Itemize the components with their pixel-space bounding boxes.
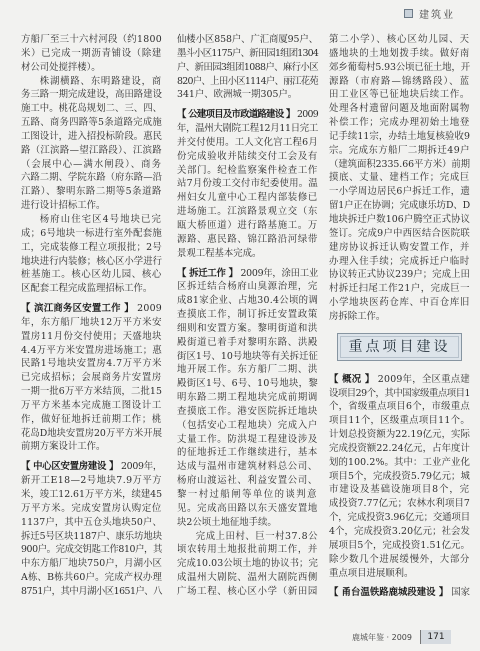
- text-line: [21, 255, 162, 269]
- text-line: [21, 75, 162, 89]
- line-text: 341户、欧洲城一期305户。: [177, 89, 298, 101]
- line-text: 田工业区等已征地块后续工作。: [329, 89, 470, 101]
- text-line: [21, 241, 162, 255]
- line-text: 完成上田村、巨一村37.8公: [195, 530, 318, 542]
- text-line: [21, 330, 162, 344]
- line-text: 一期一批6万平方米结顶，二批15: [21, 386, 162, 398]
- line-text: 盛地块的土地划拨手续。做好南: [329, 47, 470, 59]
- line-text: 作，做好征地拆迁前期工作；桃: [21, 413, 162, 425]
- text-line: [21, 302, 162, 316]
- text-line: [177, 136, 318, 150]
- line-text: 广场工程、核心区小学（新田园: [177, 585, 318, 597]
- line-text: 路（江滨路—望江路段）、江滨路: [21, 144, 162, 156]
- paragraph: [21, 213, 162, 296]
- section: [177, 108, 318, 260]
- line-text: 郊乡葡萄村5.93公顷已征土地，开: [329, 61, 470, 73]
- text-line: [177, 108, 318, 122]
- section-heading: 【 中心区安置房建设 】: [21, 461, 119, 473]
- line-text: 六路二期、学院东路（府东路—沿: [21, 172, 162, 184]
- section: [329, 373, 470, 581]
- footer-book-title: 鹿城年鉴 · 2009: [352, 632, 412, 642]
- line-text: 留1户正在协调；完成康乐坊D、D: [329, 200, 470, 212]
- text-line: [329, 268, 470, 282]
- column-2: [177, 33, 318, 599]
- line-text: 成投资7.77亿元；农林水利项目7: [329, 498, 470, 510]
- line-text: 的征地拆迁工作继续进行，基本: [177, 447, 318, 459]
- text-line: [329, 88, 470, 102]
- line-text: （建筑面积2335.66平方米）前期: [329, 158, 470, 170]
- line-text: A栋、B栋共60户。完成产权办理: [21, 572, 162, 584]
- text-line: [329, 61, 470, 75]
- text-line: [177, 350, 318, 364]
- line-text: 杨府山渡运社、利益安置公司、: [177, 475, 318, 487]
- line-text: 务三路一期完成建设，高田路建设: [21, 89, 162, 101]
- text-line: [329, 470, 470, 484]
- line-text: 设项目29个，其中国家级重点项目1: [329, 387, 470, 399]
- text-line: [21, 440, 162, 454]
- line-text: 一小学周边居民6户拆迁工作，遗: [329, 186, 470, 198]
- text-line: [177, 557, 318, 571]
- text-line: [329, 442, 470, 456]
- text-line: [21, 557, 162, 571]
- line-text: 细则和安置方案。黎明街道和洪: [177, 322, 318, 334]
- line-text: 景观工程基本完成。: [177, 247, 262, 259]
- line-text: 2009: [137, 303, 162, 315]
- line-text: 户、新田园3组团1088户、麻行小区: [177, 61, 318, 73]
- line-text: 新开工E18—2号地块7.9万平方: [21, 475, 162, 487]
- line-text: 份完成验收并陆续交付工会及有: [177, 150, 318, 162]
- text-line: [329, 586, 470, 600]
- text-line: [177, 61, 318, 75]
- line-text: 划的100.2%。其中：工业产业化: [329, 456, 470, 468]
- line-text: 江路）、黎明东路二期等5条道路: [21, 186, 162, 198]
- text-line: [177, 543, 318, 557]
- line-text: 年，温州大剧院工程12月11日完工: [177, 123, 318, 135]
- text-line: [177, 488, 318, 502]
- line-text: 拆迁5号区块1187户、康乐坊地块: [21, 530, 162, 542]
- line-text: 置房11月份交付使用；天盛地块: [21, 330, 162, 342]
- text-line: [177, 88, 318, 102]
- line-text: （包括安心工程地块）完成入户: [177, 419, 318, 431]
- line-text: （会展中心—满水闸段）、商务: [21, 158, 162, 170]
- text-line: [329, 130, 470, 144]
- line-text: 丈量工作。防洪堤工程建设涉及: [177, 433, 318, 445]
- line-text: 区拆迁结合杨府山臭源治理，完: [177, 281, 318, 293]
- section-heading: 【 概况 】: [329, 373, 375, 385]
- line-text: 中东方船厂地块750户，月湖小区: [21, 558, 162, 570]
- text-line: [21, 116, 162, 130]
- text-line: [329, 116, 470, 130]
- text-line: [21, 571, 162, 585]
- text-line: [329, 387, 470, 401]
- text-line: [177, 294, 318, 308]
- line-text: 街区1号、10号地块等有关拆迁征: [177, 350, 318, 362]
- line-text: 万平方米基本完成施工图设计工: [21, 399, 162, 411]
- text-line: [329, 33, 470, 47]
- column-1: [21, 33, 162, 599]
- text-line: [329, 185, 470, 199]
- line-text: 前期方案设计工作。: [21, 441, 106, 453]
- line-text: 墨斗小区1175户、新田园1组团1304: [177, 47, 318, 59]
- text-line: [329, 75, 470, 89]
- chapter-banner: 重点项目建设: [337, 333, 462, 361]
- line-text: 工图设计，进入招投标阶段。惠民: [21, 130, 162, 142]
- text-line: [329, 400, 470, 414]
- section-heading: 【 滨江商务区安置工作 】: [21, 303, 134, 315]
- text-line: [329, 102, 470, 116]
- line-text: 2009年，全区重点建: [377, 373, 470, 385]
- text-line: [21, 47, 162, 61]
- text-line: [329, 567, 470, 581]
- text-line: [329, 428, 470, 442]
- line-text: 地块拆迁户数106户腾空正式协议: [329, 213, 470, 225]
- line-text: 820户、上田小区1114户、丽江花苑: [177, 75, 318, 87]
- text-line: [177, 530, 318, 544]
- text-line: [177, 33, 318, 47]
- text-line: [21, 371, 162, 385]
- text-line: [21, 427, 162, 441]
- text-line: [21, 385, 162, 399]
- text-line: [329, 241, 470, 255]
- paragraph: [177, 530, 318, 599]
- running-header: [404, 6, 455, 21]
- line-text: 区配套工程完成监理招标工作。: [21, 283, 153, 295]
- line-text: 查摸底工作，制订拆迁安置政策: [177, 309, 318, 321]
- text-line: [21, 474, 162, 488]
- text-line: [177, 336, 318, 350]
- text-line: [21, 488, 162, 502]
- section-heading: 【 公建项目及市政道路建设 】: [177, 109, 295, 121]
- text-line: [329, 47, 470, 61]
- line-text: 村拆迁扫尾工作21户，完成巨一: [329, 283, 470, 295]
- text-line: [21, 460, 162, 474]
- line-text: 五路、商务四路等5条道路完成施: [21, 117, 162, 129]
- text-line: [21, 171, 162, 185]
- text-line: [177, 419, 318, 433]
- text-line: [21, 227, 162, 241]
- line-text: 殿街道已着手对黎明东路、洪殿: [177, 336, 318, 348]
- text-line: [177, 75, 318, 89]
- text-line: [21, 130, 162, 144]
- text-line: [329, 158, 470, 172]
- line-text: 年，东方船厂地块12万平方米安: [21, 316, 162, 328]
- line-text: 记手续11宗，办结土地复核验收9: [329, 130, 470, 142]
- text-line: [177, 47, 318, 61]
- line-text: 达成与温州市建筑材料总公司、: [177, 461, 318, 473]
- text-line: [177, 433, 318, 447]
- line-text: 补偿工作；完成办理初始土地登: [329, 117, 470, 129]
- line-text: 工，完成装修工程立项报批；2号: [21, 241, 162, 253]
- text-line: [177, 280, 318, 294]
- text-line: [177, 247, 318, 261]
- text-line: [21, 530, 162, 544]
- text-line: [329, 553, 470, 567]
- line-text: 进场施工。江滨路景观立交（东: [177, 206, 318, 218]
- line-text: 材公司处搅拌楼）。: [21, 61, 101, 73]
- text-line: [177, 474, 318, 488]
- text-line: [21, 516, 162, 530]
- line-text: 个，完成投资3.96亿元；交通项目: [329, 512, 470, 524]
- text-line: [329, 456, 470, 470]
- line-text: 成81家企业、占地30.4公顷的调: [177, 295, 318, 307]
- text-line: [21, 144, 162, 158]
- paragraph: [21, 33, 162, 75]
- section: [177, 267, 318, 530]
- text-line: [177, 377, 318, 391]
- text-line: [177, 233, 318, 247]
- line-text: 完成10.03公顷土地的协议书；完: [177, 558, 318, 570]
- page-number: 171: [420, 630, 451, 644]
- line-text: 第二小学）、核心区幼儿园、天: [329, 34, 470, 45]
- text-line: [177, 219, 318, 233]
- line-text: 完成投资额22.24亿元，占年度计: [329, 442, 470, 454]
- line-text: 2009年，: [120, 461, 163, 473]
- line-text: 殿街区1号、6号、10号地块，黎: [177, 378, 318, 390]
- line-text: 1137户，其中五仓头地块50户、: [21, 516, 162, 528]
- text-line: [177, 516, 318, 530]
- text-line: [21, 316, 162, 330]
- text-line: [329, 497, 470, 511]
- line-text: 块2公顷土地征地手续。: [177, 516, 277, 528]
- section-heading: 【 甬台温铁路鹿城段建设 】: [329, 587, 449, 599]
- text-line: [177, 150, 318, 164]
- text-line: [177, 363, 318, 377]
- text-line: [177, 177, 318, 191]
- line-text: 米）已完成一期沥青铺设（除建: [21, 47, 162, 59]
- text-line: [21, 357, 162, 371]
- line-text: 米，竣工12.61万平方米，续建45: [21, 489, 162, 500]
- text-line: [21, 213, 162, 227]
- text-line: [177, 205, 318, 219]
- line-text: 国家: [451, 587, 470, 599]
- text-line: [177, 502, 318, 516]
- text-line: [329, 525, 470, 539]
- line-text: 协议转正式协议239户；完成上田: [329, 269, 470, 281]
- text-line: [21, 185, 162, 199]
- line-text: 成温州大剧院、温州大剧院西侧: [177, 572, 318, 584]
- text-line: [21, 268, 162, 282]
- line-text: 民路1号地块安置房4.7万平方米: [21, 358, 162, 370]
- line-text: 除少数几个进展缓慢外，大部分: [329, 553, 470, 565]
- line-text: 计划总投资额为22.19亿元，实际: [329, 429, 470, 441]
- line-text: 个，省级重点项目6个，市级重点: [329, 401, 470, 413]
- text-line: [177, 191, 318, 205]
- line-text: 源路（市府路—锦绣路段）、蓝: [329, 75, 470, 87]
- text-line: [329, 373, 470, 387]
- text-line: [329, 296, 470, 310]
- text-line: [21, 585, 162, 599]
- page-footer: [352, 630, 451, 644]
- text-line: [21, 88, 162, 102]
- line-text: 900户。完成交钥匙工作810户，其: [21, 544, 162, 556]
- text-line: [21, 199, 162, 213]
- line-text: 地开展工作。东方船厂二期、洪: [177, 364, 318, 376]
- line-text: 关部门。纪检监察案件检查工作: [177, 164, 318, 176]
- text-line: [21, 399, 162, 413]
- line-text: 项目5个，完成投资5.79亿元；城: [329, 470, 470, 482]
- section: [21, 460, 162, 598]
- text-line: [177, 122, 318, 136]
- line-text: 杨府山住宅区4号地块已完: [39, 213, 162, 225]
- text-line: [329, 213, 470, 227]
- line-text: 处理各村遗留问题及地面附属物: [329, 103, 470, 115]
- line-text: 明东路二期工程地块完成前期调: [177, 392, 318, 404]
- text-line: [329, 227, 470, 241]
- line-text: 办理入住手续；完成拆迁户临时: [329, 255, 470, 267]
- text-line: [177, 391, 318, 405]
- header-ornament-icon: [404, 9, 413, 18]
- line-text: 签订。完成9户中西医结合医院联: [329, 227, 470, 239]
- text-line: [177, 164, 318, 178]
- text-line: [21, 344, 162, 358]
- section-heading: 【 拆迁工作 】: [177, 267, 238, 279]
- text-line: [21, 102, 162, 116]
- line-text: 重点项目进展顺利。: [329, 567, 414, 579]
- line-text: 4.4万平方米安置房进场施工；惠: [21, 344, 162, 356]
- line-text: 摸底、丈量、建档工作；完成巨: [329, 172, 470, 184]
- line-text: 州妇女儿童中心工程内部装修已: [177, 192, 318, 204]
- section: [21, 302, 162, 454]
- line-text: 市建设及基础设施项目8个，完: [329, 484, 470, 496]
- text-line: [21, 61, 162, 75]
- text-line: [329, 511, 470, 525]
- text-line: [329, 171, 470, 185]
- line-text: 地块进行内装修；核心区小学进行: [21, 255, 162, 267]
- line-text: 源路、惠民路、锦江路沿河绿带: [177, 233, 318, 245]
- text-line: [329, 414, 470, 428]
- text-line: [21, 282, 162, 296]
- text-line: [329, 199, 470, 213]
- line-text: 8751户，其中月湖小区1651户、八: [21, 585, 162, 597]
- text-line: [177, 446, 318, 460]
- line-text: 查摸底工作。港安医院拆迁地块: [177, 405, 318, 417]
- text-line: [177, 267, 318, 281]
- text-line: [21, 543, 162, 557]
- line-text: 进行设计招标工作。: [21, 200, 106, 212]
- line-text: 瓯大桥匝道）进行路基施工。万: [177, 219, 318, 231]
- text-line: [177, 405, 318, 419]
- line-text: 展项目5个，完成投资1.51亿元。: [329, 539, 470, 551]
- column-3: [329, 33, 470, 600]
- line-text: 方船厂至三十六村河段（约1800: [21, 34, 162, 45]
- text-line: [21, 502, 162, 516]
- text-line: [329, 310, 470, 324]
- line-text: 黎一村过船闸等单位的谈判意: [177, 489, 318, 500]
- text-line: [21, 158, 162, 172]
- text-line: [329, 483, 470, 497]
- text-line: [329, 539, 470, 553]
- line-text: 建房协议拆迁认购安置工作，并: [329, 241, 470, 253]
- running-header-text: 建筑业: [419, 10, 455, 21]
- text-line: [329, 255, 470, 269]
- text-line: [177, 460, 318, 474]
- paragraph: [21, 75, 162, 213]
- line-text: 2009年，涂田工业: [240, 267, 319, 279]
- line-text: 4个，完成投资3.20亿元；社会发: [329, 526, 470, 537]
- text-line: [21, 413, 162, 427]
- text-line: [177, 571, 318, 585]
- line-text: 并交付使用。工人文化宫工程6月: [177, 136, 318, 148]
- text-line: [177, 585, 318, 599]
- text-line: [329, 282, 470, 296]
- line-text: 项目11个，区级重点项目11个。: [329, 415, 470, 427]
- line-text: 万平方米。完成安置房认购定位: [21, 502, 162, 514]
- paragraph: [177, 33, 318, 102]
- paragraph: [329, 33, 470, 324]
- line-text: 宗。完成东方船厂二期拆迁49户: [329, 144, 470, 156]
- line-text: 桩基施工。核心区幼儿园、核心: [21, 269, 162, 281]
- text-line: [329, 144, 470, 158]
- line-text: 成；6号地块一标进行室外配套施: [21, 227, 162, 239]
- section: [329, 586, 470, 600]
- text-line: [177, 308, 318, 322]
- line-text: 2009: [297, 109, 319, 121]
- text-line: [21, 33, 162, 47]
- line-text: 花岛D地块安置房20万平方米开展: [21, 427, 162, 439]
- line-text: 房拆除工作。: [329, 310, 386, 322]
- text-line: [177, 322, 318, 336]
- line-text: 株湖横路、东明路建设，商: [39, 75, 162, 87]
- line-text: 见。完成高田路以东天盛安置地: [177, 502, 318, 514]
- line-text: 已完成招标；会展商务片安置房: [21, 372, 162, 384]
- line-text: 小学地块医药仓库、中百仓库旧: [329, 297, 470, 309]
- line-text: 仙楼小区858户、广汇商厦95户、: [177, 34, 318, 45]
- line-text: 站7月份竣工交付市纪委使用。温: [177, 178, 318, 190]
- line-text: 施工中。桃花岛规划二、三、四、: [21, 103, 162, 115]
- line-text: 顷农转用土地报批前期工作，并: [177, 544, 318, 556]
